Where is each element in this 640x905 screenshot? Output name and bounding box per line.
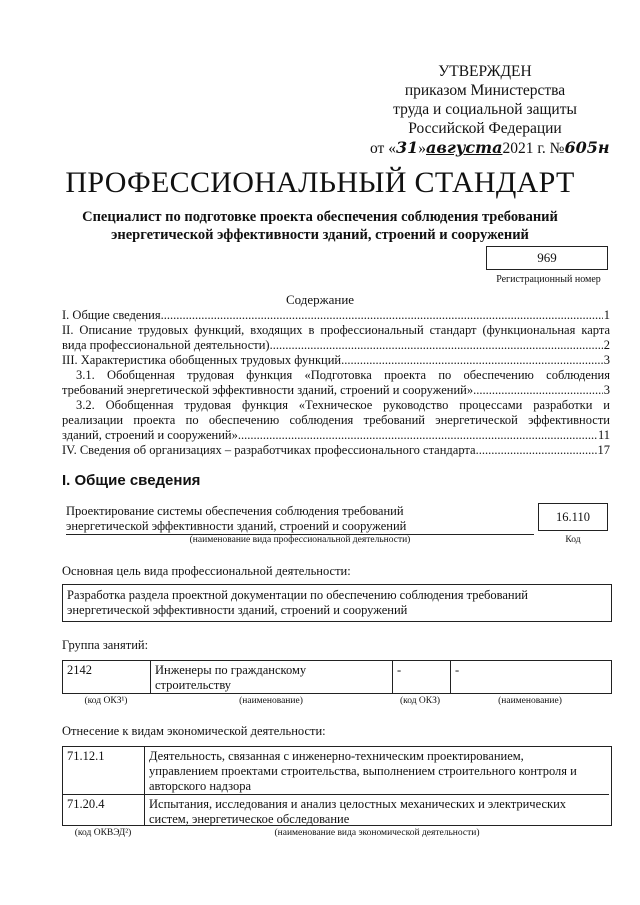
toc-item-2-line-2[interactable]: вида профессиональной деятельности) ..... 2 (62, 338, 610, 353)
subtitle-line-1: Специалист по подготовке проекта обеспечения соблюдения требований (82, 209, 558, 225)
activity-code-caption: Код (565, 535, 581, 545)
toc-item-3-2-line-2[interactable]: реализации проекта по обеспечению соблюдения требований энергетической эффективности (62, 413, 610, 427)
document-title: ПРОФЕССИОНАЛЬНЫЙ СТАНДАРТ (65, 166, 575, 199)
contents-title: Содержание (285, 292, 355, 307)
group-name-1: Инженеры по гражданскому строительству (151, 661, 393, 693)
toc-item-3-1-line-1[interactable]: 3.1. Обобщенная трудовая функция «Подготовка проекта по обеспечению соблюдения (76, 368, 610, 382)
toc-page: 11 (597, 428, 610, 442)
handwritten-month: августа (425, 138, 503, 157)
toc-item-3[interactable]: III. Характеристика обобщенных трудовых функций ..... 3 (62, 353, 610, 368)
approval-line-ministry: труда и социальной защиты (393, 101, 577, 118)
date-prefix: от « (370, 140, 396, 157)
document-subtitle (40, 208, 600, 244)
group-code-2: - (393, 661, 451, 693)
approval-line-country: Российской Федерации (408, 120, 562, 137)
toc-item-2-line-1[interactable]: II. Описание трудовых функций, входящих в профессиональный стандарт (функциональная карта (62, 323, 610, 337)
toc-item-1[interactable]: I. Общие сведения ..... 1 (62, 308, 610, 323)
approval-heading: УТВЕРЖДЕН (438, 63, 532, 80)
group-cap-name-1: (наименование) (239, 696, 303, 706)
activity-caption: (наименование вида профессиональной деятельности) (189, 535, 411, 545)
econ-name-1: Деятельность, связанная с инженерно-техническим проектированием, управлением проектами строительства, выполнением строительного контроля и авторского надзора (145, 747, 609, 795)
group-cap-code-2: (код ОКЗ) (399, 696, 441, 706)
group-name-2: - (455, 663, 460, 677)
activity-name (66, 504, 534, 535)
group-label: Группа занятий: (62, 638, 149, 652)
activity-name-line-2: энергетической эффективности зданий, строений и сооружений (66, 519, 534, 535)
activity-code-box: 16.110 (538, 503, 608, 531)
toc-page: 3 (603, 383, 610, 397)
activity-name-line-1: Проектирование системы обеспечения соблюдения требований (66, 504, 404, 518)
approval-line-order: приказом Министерства (404, 82, 566, 99)
registration-number-label: Регистрационный номер (496, 274, 601, 285)
group-cap-code-1: (код ОКЗ¹) (84, 696, 128, 706)
goal-label: Основная цель вида профессиональной деятельности: (62, 564, 351, 578)
toc-page: 2 (603, 338, 610, 352)
group-cap-name-2: (наименование) (498, 696, 562, 706)
subtitle-line-2: энергетической эффективности зданий, строений и сооружений (111, 227, 529, 243)
handwritten-day: 31 (395, 138, 419, 157)
econ-table (62, 746, 612, 826)
toc-item-3-2-line-3[interactable]: зданий, строений и сооружений» ..... 11 (62, 428, 610, 443)
date-mid: » (418, 140, 426, 157)
approval-block (370, 62, 610, 158)
registration-number-box: 969 (486, 246, 608, 270)
toc-item-4[interactable]: IV. Сведения об организациях – разработчиках профессионального стандарта ..... 17 (62, 443, 610, 458)
toc-page: 17 (597, 443, 610, 457)
table-of-contents (62, 308, 610, 458)
date-year: 2021 г. № (502, 140, 565, 157)
toc-item-3-2-line-1[interactable]: 3.2. Обобщенная трудовая функция «Техническое руководство процессами разработки и (76, 398, 610, 412)
toc-page: 1 (603, 308, 610, 322)
goal-line-1: Разработка раздела проектной документации по обеспечению соблюдения требований (67, 588, 528, 602)
econ-name-2: Испытания, исследования и анализ целостных механических и электрических систем, энергетическое обследование (149, 797, 567, 826)
econ-cap-name: (наименование вида экономической деятельности) (274, 828, 480, 838)
econ-code-1: 71.12.1 (63, 747, 145, 795)
section-1-heading: I. Общие сведения (62, 472, 201, 489)
handwritten-order-number: 605н (564, 138, 610, 157)
econ-label: Отнесение к видам экономической деятельности: (62, 724, 326, 738)
toc-page: 3 (603, 353, 610, 367)
toc-item-3-1-line-2[interactable]: требований энергетической эффективности зданий, строений и сооружений» ..... 3 (62, 383, 610, 398)
approval-date-line (370, 138, 610, 158)
group-code-1: 2142 (63, 661, 151, 693)
goal-line-2: энергетической эффективности зданий, строений и сооружений (67, 603, 408, 617)
goal-box (62, 584, 612, 622)
econ-code-2: 71.20.4 (63, 795, 145, 825)
econ-cap-code: (код ОКВЭД²) (74, 828, 132, 838)
group-table (62, 660, 612, 694)
